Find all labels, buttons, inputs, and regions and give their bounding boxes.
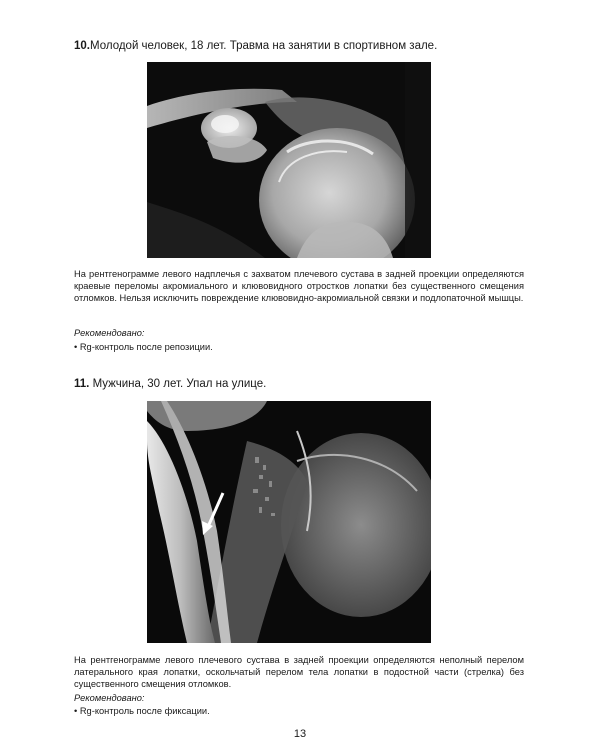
case-11-recommended-label: Рекомендовано:	[74, 693, 145, 703]
case-10-number: 10.	[74, 40, 90, 52]
case-11-number: 11.	[74, 378, 90, 390]
case-11-title-text: Мужчина, 30 лет. Упал на улице.	[92, 378, 267, 390]
page-number: 13	[293, 728, 307, 740]
case-10-title	[74, 40, 437, 52]
case-11-description: На рентгенограмме левого плечевого сустава в задней проекции определяются неполный перелом латерального края лопатки, оскольчатый перелом тела лопатки в подостной части (стрелка) без существенного смещения отломков.	[74, 655, 524, 690]
case-11-recommended-item: • Rg-контроль после фиксации.	[74, 706, 210, 716]
case-10-xray-image	[147, 62, 431, 258]
case-10-recommended-label: Рекомендовано:	[74, 328, 145, 338]
case-11-xray-image	[147, 401, 431, 643]
case-11-title	[74, 378, 266, 390]
case-10-title-text: Молодой человек, 18 лет. Травма на занятии в спортивном зале.	[90, 40, 438, 52]
case-10-description: На рентгенограмме левого надплечья с захватом плечевого сустава в задней проекции определяются краевые переломы акромиального и клювовидного отростков лопатки без существенного смещения отломков. Нельзя исключить повреждение клювовидно-акромиальной связки и подлопаточной мышцы.	[74, 269, 524, 304]
case-10-recommended-item: • Rg-контроль после репозиции.	[74, 342, 213, 352]
